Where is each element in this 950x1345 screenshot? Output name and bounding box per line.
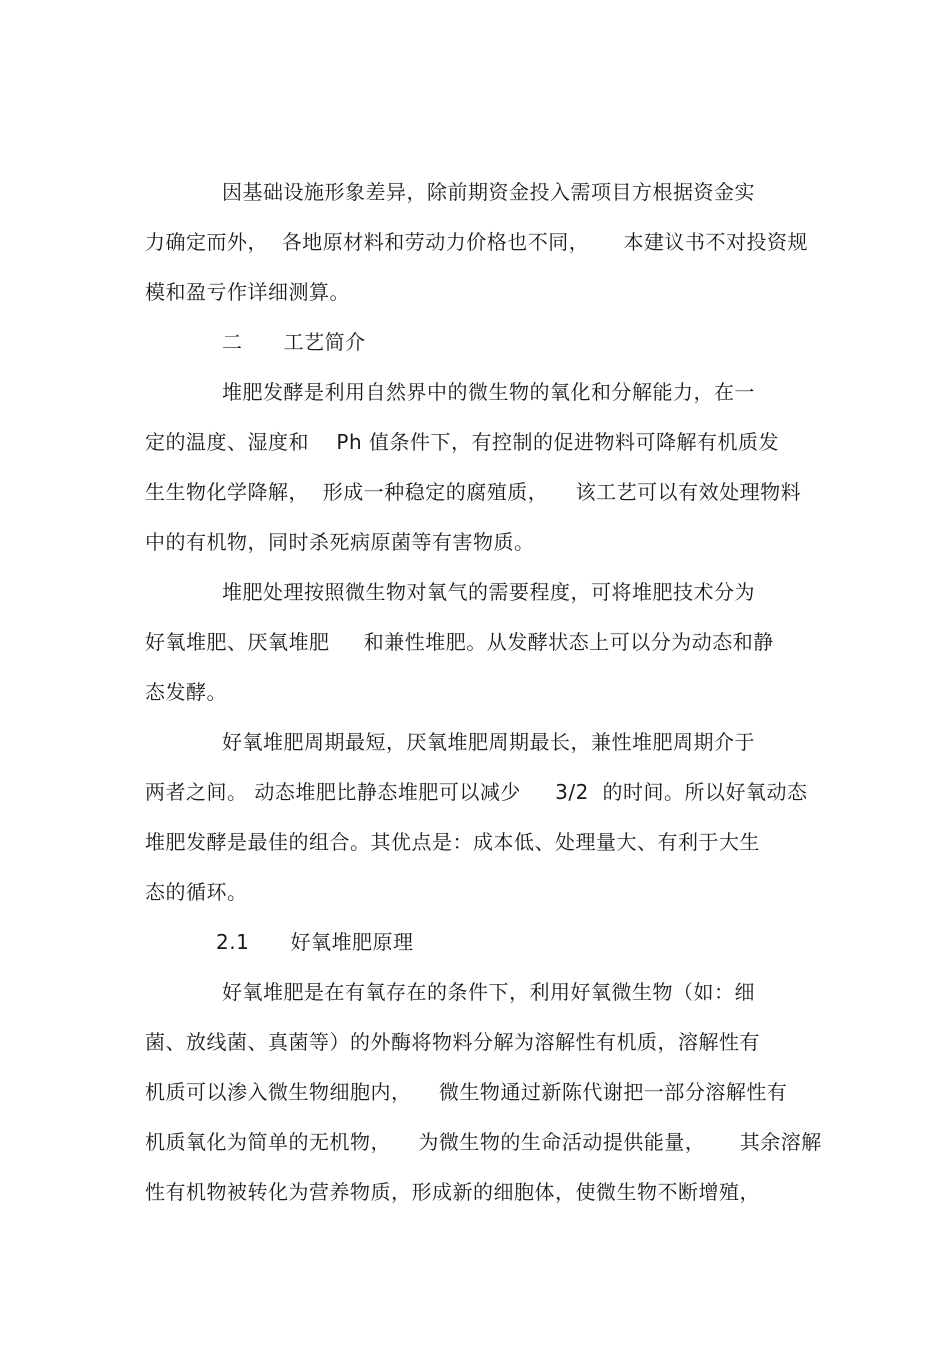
text-line: 好氧堆肥周期最短，厌氧堆肥周期最长，兼性堆肥周期介于 <box>222 730 755 754</box>
text-line: 性有机物被转化为营养物质，形成新的细胞体，使微生物不断增殖， <box>145 1180 760 1204</box>
text-line: 机质氧化为简单的无机物， 为微生物的生命活动提供能量， 其余溶解 <box>145 1130 822 1154</box>
section-heading: 二 工艺简介 <box>222 330 366 354</box>
text-line: 中的有机物，同时杀死病原菌等有害物质。 <box>145 530 535 554</box>
text-line: 机质可以渗入微生物细胞内， 微生物通过新陈代谢把一部分溶解性有 <box>145 1080 788 1104</box>
text-line: 堆肥处理按照微生物对氧气的需要程度，可将堆肥技术分为 <box>222 580 755 604</box>
text-line: 两者之间。 动态堆肥比静态堆肥可以减少 3/2 的时间。所以好氧动态 <box>145 780 808 804</box>
text-line: 好氧堆肥是在有氧存在的条件下，利用好氧微生物（如：细 <box>222 980 755 1004</box>
text-line: 模和盈亏作详细测算。 <box>145 280 350 304</box>
text-line: 因基础设施形象差异，除前期资金投入需项目方根据资金实 <box>222 180 755 204</box>
text-line: 力确定而外， 各地原材料和劳动力价格也不同， 本建议书不对投资规 <box>145 230 809 254</box>
text-line: 生生物化学降解， 形成一种稳定的腐殖质， 该工艺可以有效处理物料 <box>145 480 802 504</box>
text-line: 堆肥发酵是最佳的组合。其优点是：成本低、处理量大、有利于大生 <box>145 830 760 854</box>
text-line: 态发酵。 <box>145 680 227 704</box>
text-line: 菌、放线菌、真菌等）的外酶将物料分解为溶解性有机质，溶解性有 <box>145 1030 760 1054</box>
text-line: 定的温度、湿度和 Ph 值条件下，有控制的促进物料可降解有机质发 <box>145 430 780 454</box>
text-line: 态的循环。 <box>145 880 248 904</box>
text-line: 好氧堆肥、厌氧堆肥 和兼性堆肥。从发酵状态上可以分为动态和静 <box>145 630 774 654</box>
subsection-heading: 2.1 好氧堆肥原理 <box>216 930 414 954</box>
text-line: 堆肥发酵是利用自然界中的微生物的氧化和分解能力，在一 <box>222 380 755 404</box>
